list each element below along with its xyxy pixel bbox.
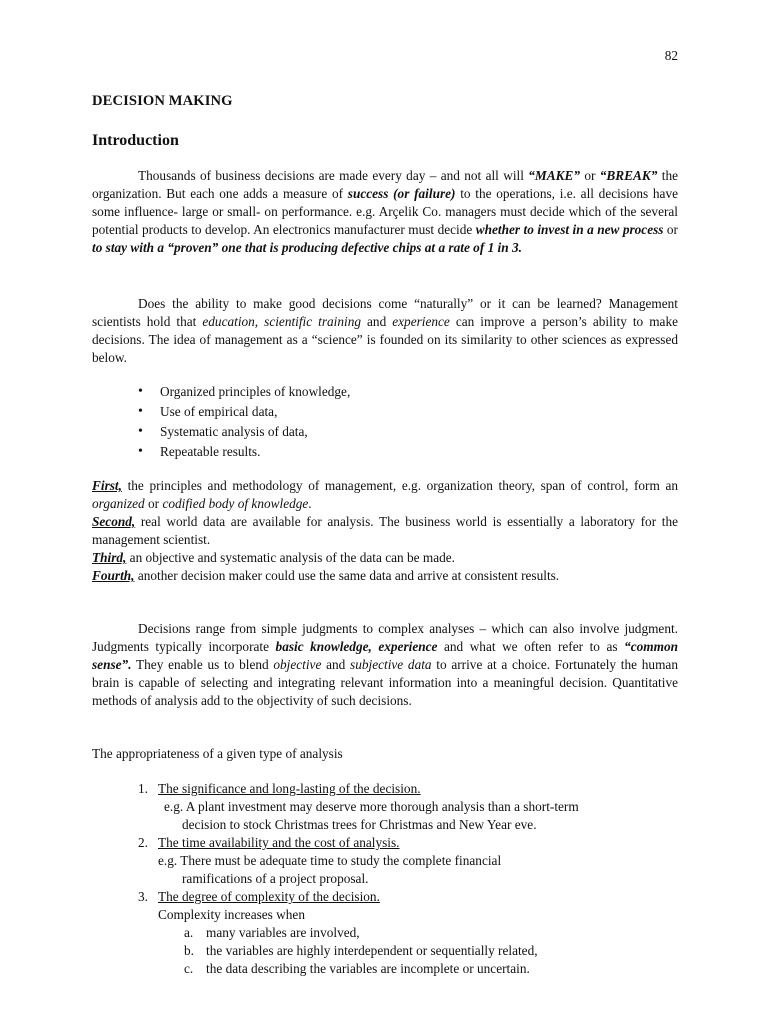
list-item-detail: e.g. There must be adequate time to study the complete financial bbox=[158, 853, 502, 868]
list-item: • Use of empirical data, bbox=[92, 402, 350, 422]
document-title: DECISION MAKING bbox=[92, 93, 233, 109]
list-item-detail: Complexity increases when bbox=[158, 907, 305, 922]
point-second: Second, real world data are available for analysis. The business world is essentially a laboratory for the management scientist. bbox=[92, 514, 678, 547]
appropriateness-line: The appropriateness of a given type of analysis bbox=[92, 746, 343, 761]
bullet-list bbox=[92, 382, 350, 462]
page-number: 82 bbox=[664, 48, 678, 63]
sub-list-item: a. many variables are involved, bbox=[184, 925, 360, 940]
sub-list-item: c. the data describing the variables are incomplete or uncertain. bbox=[184, 961, 530, 976]
list-item: • Repeatable results. bbox=[92, 442, 350, 462]
section-heading: Introduction bbox=[92, 132, 179, 149]
point-first: First, the principles and methodology of management, e.g. organization theory, span of control, form an organized or codified body of knowledge. bbox=[92, 478, 678, 511]
sub-list-item: b. the variables are highly interdependent or sequentially related, bbox=[184, 943, 538, 958]
list-item: • Organized principles of knowledge, bbox=[92, 382, 350, 402]
paragraph-decisions: Decisions range from simple judgments to complex analyses – which can also involve judgment. Judgments typically incorporate basic knowledge, experience and what we often refer to as “common sense”. They enable us to blend objective and subjective data to arrive at a choice. Fortunately the human brain is capable of selecting and integrating relevant information into a meaningful decision. Quantitative methods of analysis add to the objectivity of such decisions. bbox=[92, 621, 678, 708]
paragraph-ability: Does the ability to make good decisions come “naturally” or it can be learned? Management scientists hold that education, scientific training and experience can improve a person’s ability to make decisions. The idea of management as a “science” is founded on its similarity to other sciences as expressed below. bbox=[92, 296, 679, 365]
paragraph-intro: Thousands of business decisions are made every day – and not all will “MAKE” or “BREAK” the organization. But each one adds a measure of success (or failure) to the operations, i.e. all decisions have some influence- large or small- on performance. e.g. Arçelik Co. managers must decide which of the several potential products to develop. An electronics manufacturer must decide whether to invest in a new process or to stay with a “proven” one that is producing defective chips at a rate of 1 in 3. bbox=[92, 168, 678, 255]
point-fourth: Fourth, another decision maker could use the same data and arrive at consistent results. bbox=[92, 568, 560, 583]
list-item-detail: decision to stock Christmas trees for Christmas and New Year eve. bbox=[182, 817, 537, 832]
document-page bbox=[92, 0, 678, 1024]
list-item: • Systematic analysis of data, bbox=[92, 422, 350, 442]
list-item: 1. The significance and long-lasting of the decision. bbox=[138, 781, 421, 796]
list-item: 2. The time availability and the cost of analysis. bbox=[138, 835, 400, 850]
point-third: Third, an objective and systematic analysis of the data can be made. bbox=[92, 550, 455, 565]
list-item-detail: e.g. A plant investment may deserve more thorough analysis than a short-term bbox=[164, 799, 579, 814]
list-item-detail: ramifications of a project proposal. bbox=[182, 871, 369, 886]
list-item: 3. The degree of complexity of the decision. bbox=[138, 889, 380, 904]
